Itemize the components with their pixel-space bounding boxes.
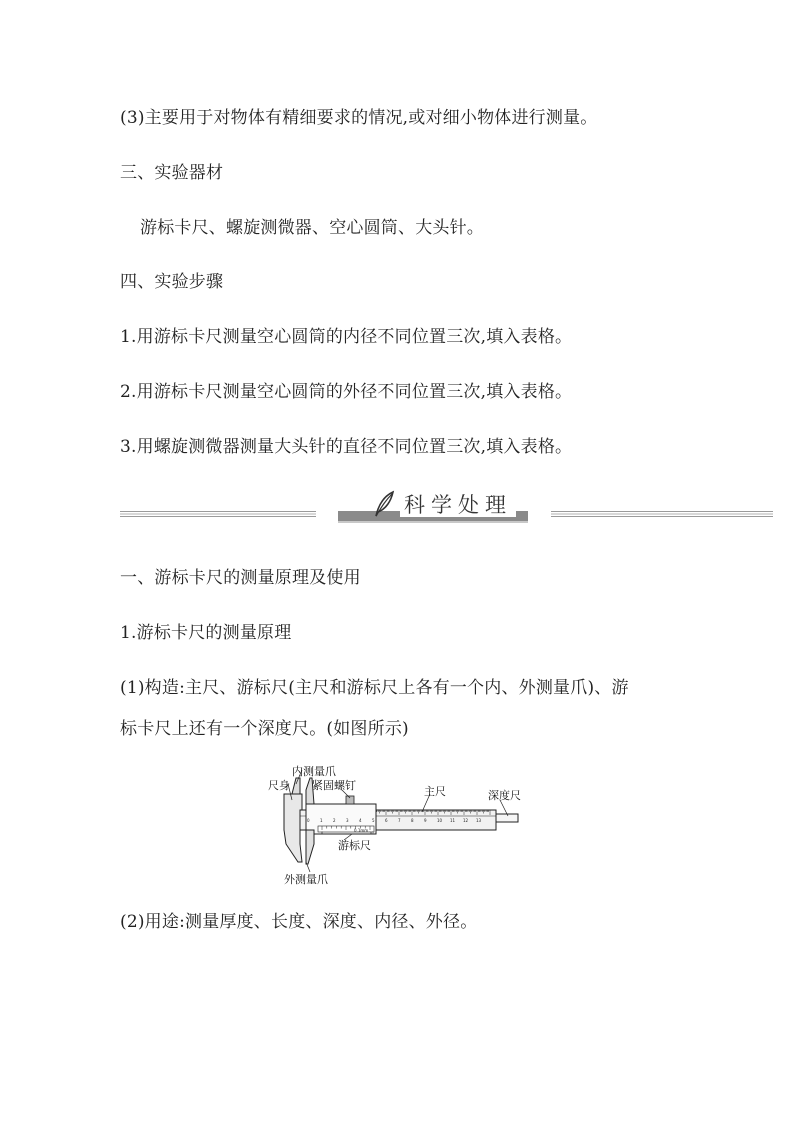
section-heading: 一、游标卡尺的测量原理及使用 (120, 568, 361, 588)
label-vernier: 游标尺 (338, 839, 371, 852)
step-item: 3.用螺旋测微器测量大头针的直径不同位置三次,填入表格。 (120, 437, 573, 457)
vernier-number: 10 (369, 831, 374, 835)
vernier-number: 0 (321, 831, 324, 835)
main-scale-number: 9 (424, 818, 427, 823)
step-item: 2.用游标卡尺测量空心圆筒的外径不同位置三次,填入表格。 (120, 382, 573, 402)
main-scale-number: 6 (385, 818, 388, 823)
banner-title: 科学处理 (400, 493, 516, 517)
vernier-caliper-figure (262, 764, 532, 890)
main-scale-number: 13 (476, 818, 482, 823)
main-scale-number: 12 (463, 818, 469, 823)
main-scale-number: 8 (411, 818, 414, 823)
banner-rule-right (551, 511, 773, 517)
main-scale-number: 0 (307, 818, 310, 823)
main-scale-number: 5 (372, 818, 375, 823)
main-scale-number: 10 (437, 818, 443, 823)
subsection-heading: 1.游标卡尺的测量原理 (120, 623, 292, 643)
banner-rule-left (120, 511, 316, 517)
section-heading: 四、实验步骤 (120, 272, 224, 292)
label-lock-screw: 紧固螺钉 (312, 779, 356, 792)
main-scale-number: 7 (398, 818, 401, 823)
main-scale-number: 11 (450, 818, 456, 823)
caliper-drawing (262, 764, 532, 890)
text-line: 游标卡尺、螺旋测微器、空心圆筒、大头针。 (140, 218, 484, 238)
main-scale-number: 3 (346, 818, 349, 823)
main-scale-number: 4 (359, 818, 362, 823)
label-outer-jaw: 外测量爪 (284, 873, 328, 886)
text-line: (2)用途:测量厚度、长度、深度、内径、外径。 (120, 912, 478, 932)
label-body: 尺身 (268, 779, 290, 792)
label-main-scale: 主尺 (424, 785, 446, 798)
label-depth-rod: 深度尺 (488, 789, 521, 802)
step-item: 1.用游标卡尺测量空心圆筒的内径不同位置三次,填入表格。 (120, 327, 573, 347)
text-line: 标卡尺上还有一个深度尺。(如图所示) (120, 719, 409, 739)
label-inner-jaw: 内测量爪 (292, 765, 336, 778)
text-line: (1)构造:主尺、游标尺(主尺和游标尺上各有一个内、外测量爪)、游 (120, 678, 629, 698)
banner-bar-underline (338, 521, 528, 523)
main-scale-number: 1 (320, 818, 323, 823)
section-heading: 三、实验器材 (120, 163, 224, 183)
text-line: (3)主要用于对物体有精细要求的情况,或对细小物体进行测量。 (120, 108, 598, 128)
leaf-pen-icon (370, 489, 396, 519)
section-banner (338, 489, 528, 523)
main-scale-number: 2 (333, 818, 336, 823)
vernier-precision-text: 0.1mm (354, 828, 369, 833)
